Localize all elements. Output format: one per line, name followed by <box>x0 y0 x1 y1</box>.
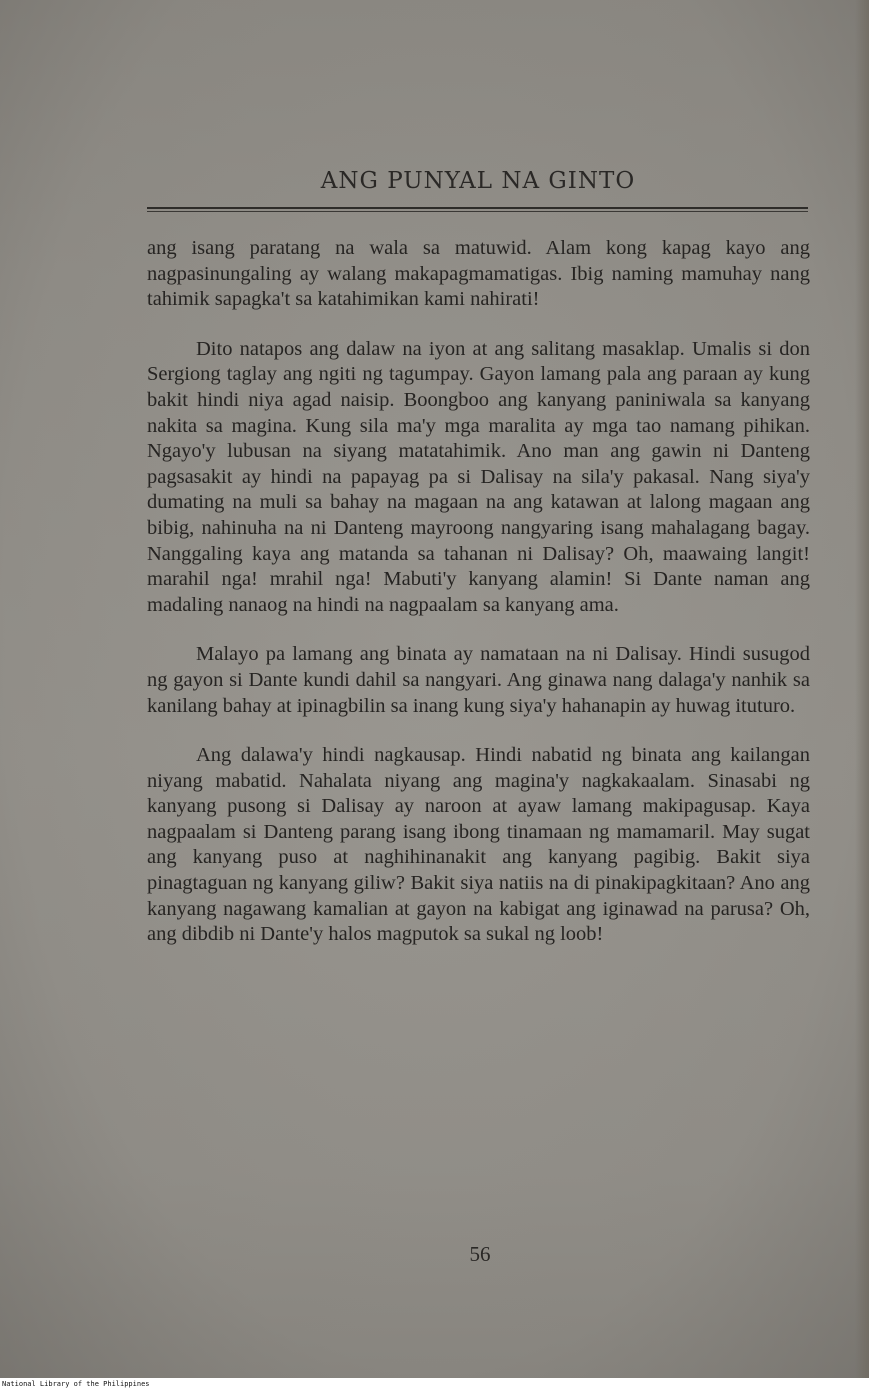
paragraph-2: Dito natapos ang dalaw na iyon at ang salitang masaklap. Umalis si don Sergiong taglay ang ngiti ng tagumpay. Gayon lamang pala ang paraan ay kung bakit hindi niya agad naisip. Boongboo ang kanyang paniniwala sa kanyang nakita sa magina. Kung sila ma'y mga maralita ay mga tao namang pihikan. Ngayo'y lubusan na siyang matatahimik. Ano man ang gawin ni Danteng pagsasakit ay hindi na papayag pa si Dalisay na sila'y pakasal. Nang siya'y dumating na muli sa bahay na magaan na ang katawan at lalong magaan ang bibig, nahinuha na ni Danteng mayroong nangyaring isang mahalagang bagay. Nanggaling kaya ang matanda sa tahanan ni Dalisay? Oh, maawaing langit! marahil nga! mrahil nga! Mabuti'y kanyang alamin! Si Dante naman ang madaling nanaog na hindi na nagpaalam sa kanyang ama. <box>147 337 810 616</box>
paragraph-4: Ang dalawa'y hindi nagkausap. Hindi nabatid ng binata ang kailangan niyang mabatid. Nahalata niyang ang magina'y nagkakaalam. Sinasabi ng kanyang pusong si Dalisay ay naroon at ayaw lamang makipagusap. Kaya nagpaalam si Danteng parang isang ibong tinamaan ng mamamaril. May sugat ang kanyang puso at naghihinanakit ang kanyang pagibig. Bakit siya pinagtaguan ng kanyang giliw? Bakit siya natiis na di pinakipagkitaan? Ano ang kanyang nagawang kamalian at gayon na kabigat ang iginawad na parusa? Oh, ang dibdib ni Dante'y halos magputok sa sukal ng loob! <box>147 744 810 946</box>
header-rule <box>147 207 808 209</box>
body-text <box>147 236 810 948</box>
running-head: ANG PUNYAL NA GINTO <box>320 168 636 194</box>
footer-credit: National Library of the Philippines <box>2 1380 150 1388</box>
paragraph-1: ang isang paratang na wala sa matuwid. Alam kong kapag kayo ang nagpasinungaling ay walang makapagmamatigas. Ibig naming mamuhay nang tahimik sapagka't sa katahimikan kami nahirati! <box>147 237 810 311</box>
header-rule-thin <box>147 211 808 212</box>
paragraph-3: Malayo pa lamang ang binata ay namataan na ni Dalisay. Hindi susugod ng gayon si Dante kundi dahil sa nangyari. Ang ginawa nang dalaga'y nanhik sa kanilang bahay at ipinagbilin sa inang kung siya'y hahanapin ay huwag ituturo. <box>147 643 810 717</box>
page-number: 56 <box>469 1242 491 1266</box>
